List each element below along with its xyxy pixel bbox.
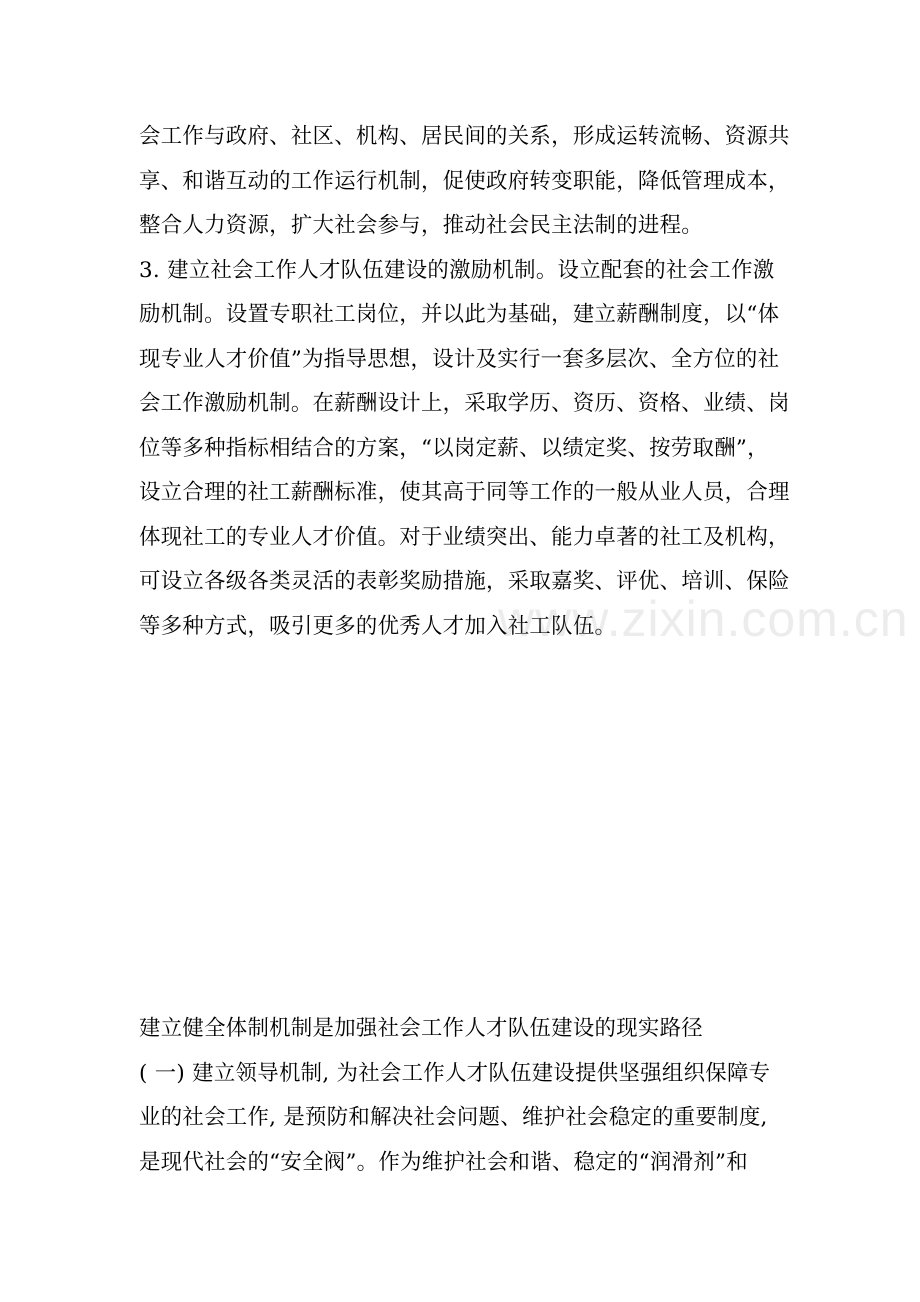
text-line: 业的社会工作, 是预防和解决社会问题、维护社会稳定的重要制度, bbox=[139, 1105, 768, 1130]
text-line: 整合人力资源，扩大社会参与，推动社会民主法制的进程。 bbox=[139, 213, 703, 238]
text-line: 3. 建立社会工作人才队伍建设的激励机制。设立配套的社会工作激 bbox=[139, 257, 775, 283]
text-line: ( 一) 建立领导机制, 为社会工作人才队伍建设提供坚强组织保障专 bbox=[139, 1060, 771, 1086]
text-line: 等多种方式，吸引更多的优秀人才加入社工队伍。 bbox=[139, 613, 617, 639]
text-line: 是现代社会的“安全阀”。作为维护社会和谐、稳定的“润滑剂”和 bbox=[139, 1149, 748, 1175]
text-line: 会工作激励机制。在薪酬设计上，采取学历、资历、资格、业绩、岗 bbox=[139, 391, 790, 416]
text-block-pathway bbox=[139, 1007, 783, 1185]
text-block-incentive bbox=[139, 115, 790, 649]
text-line: 励机制。设置专职社工岗位，并以此为基础，建立薪酬制度，以“体 bbox=[139, 302, 780, 327]
text-line: 体现社工的专业人才价值。对于业绩突出、能力卓著的社工及机构， bbox=[139, 524, 790, 550]
text-line: 现专业人才价值”为指导思想，设计及实行一套多层次、全方位的社 bbox=[139, 346, 780, 372]
text-line: 可设立各级各类灵活的表彰奖励措施，采取嘉奖、评优、培训、保险 bbox=[139, 569, 790, 594]
text-line: 设立合理的社工薪酬标准，使其高于同等工作的一般从业人员，合理 bbox=[139, 480, 790, 505]
text-line: 位等多种指标相结合的方案，“以岗定薪、以绩定奖、按劳取酬”， bbox=[139, 435, 769, 461]
section-heading: 建立健全体制机制是加强社会工作人才队伍建设的现实路径 bbox=[139, 1016, 703, 1041]
text-line: 会工作与政府、社区、机构、居民间的关系，形成运转流畅、资源共 bbox=[139, 124, 790, 149]
watermark: www.zixin.com.cn bbox=[498, 591, 909, 647]
text-line: 享、和谐互动的工作运行机制，促使政府转变职能，降低管理成本， bbox=[139, 168, 790, 194]
